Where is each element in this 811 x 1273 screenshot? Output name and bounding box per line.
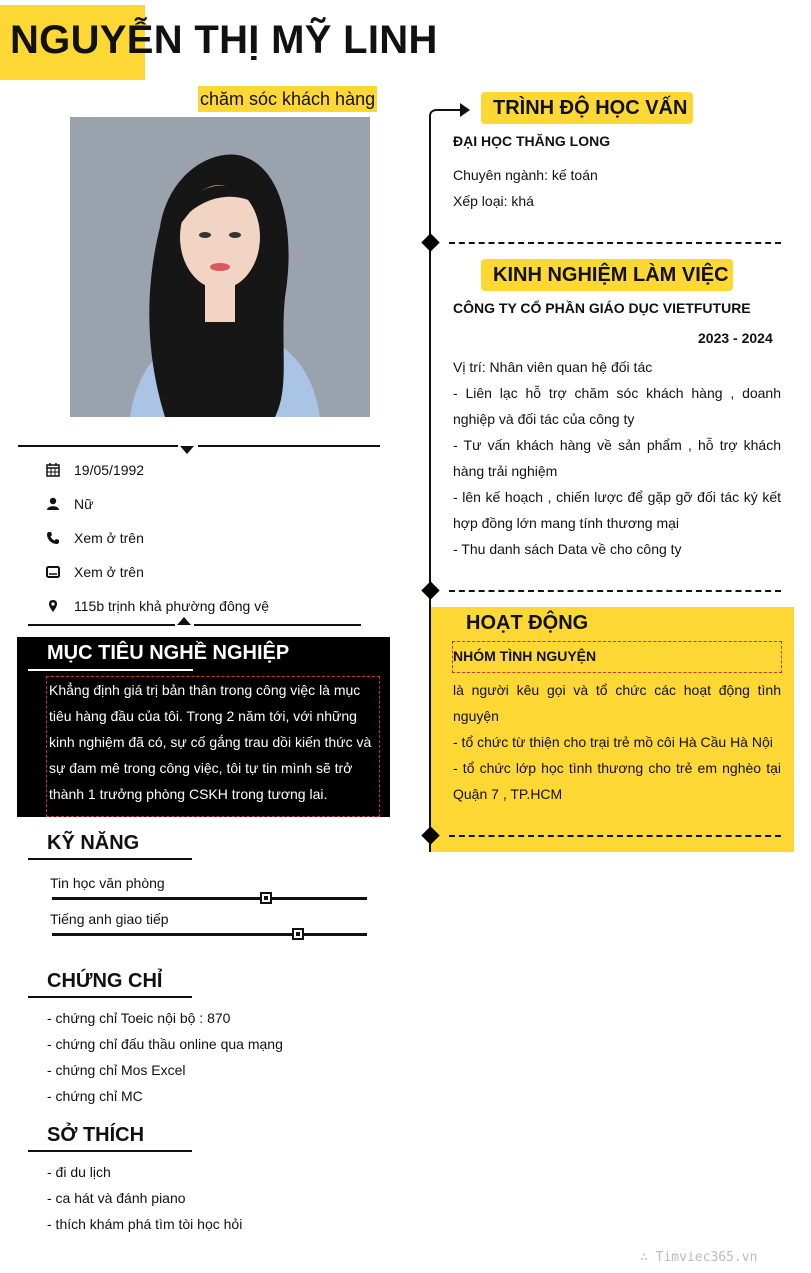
activities-title: HOẠT ĐỘNG <box>466 612 589 634</box>
hobby-item: - thích khám phá tìm tòi học hỏi <box>47 1216 243 1232</box>
calendar-icon <box>46 462 62 478</box>
skills-underline <box>28 858 192 860</box>
profile-photo <box>70 117 370 417</box>
career-goal-title: MỤC TIÊU NGHỀ NGHIỆP <box>47 642 290 664</box>
candidate-name: NGUYỄN THỊ MỸ LINH <box>10 18 438 62</box>
arrow-down-icon <box>180 446 194 454</box>
location-icon <box>46 598 62 614</box>
skill-label: Tiếng anh giao tiếp <box>50 911 169 927</box>
timeline-marker-icon <box>421 233 439 251</box>
certificate-item: - chứng chỉ đấu thầu online qua mạng <box>47 1036 283 1052</box>
address-value: 115b trịnh khả phường đông vệ <box>74 598 269 614</box>
email-value: Xem ở trên <box>74 564 144 580</box>
arrow-up-icon <box>177 617 191 625</box>
phone-value: Xem ở trên <box>74 530 144 546</box>
email-icon <box>46 564 62 580</box>
phone-icon <box>46 530 62 546</box>
experience-company: CÔNG TY CỔ PHẦN GIÁO DỤC VIETFUTURE <box>453 300 751 316</box>
skills-title: KỸ NĂNG <box>47 832 140 854</box>
gender-value: Nữ <box>74 496 94 512</box>
divider <box>18 445 178 447</box>
timeline-marker-icon <box>421 581 439 599</box>
divider <box>198 445 380 447</box>
divider <box>194 624 361 626</box>
activities-line: là người kêu gọi và tổ chức các hoạt động tình nguyện <box>453 682 781 724</box>
certificate-item: - chứng chỉ Mos Excel <box>47 1062 186 1078</box>
experience-line: - Tư vấn khách hàng về sản phẩm , hỗ trợ khách hàng trải nghiệm <box>453 437 781 479</box>
experience-title: KINH NGHIỆM LÀM VIỆC <box>493 264 729 286</box>
hobbies-underline <box>28 1150 192 1152</box>
experience-period: 2023 - 2024 <box>698 330 773 346</box>
certificates-title: CHỨNG CHỈ <box>47 970 163 992</box>
timeline-arrow-icon <box>428 100 472 124</box>
hobby-item: - ca hát và đánh piano <box>47 1190 186 1206</box>
activities-line: - tổ chức lớp học tình thương cho trẻ em nghèo tại Quận 7 , TP.HCM <box>453 760 781 802</box>
certificate-item: - chứng chỉ MC <box>47 1088 143 1104</box>
experience-line: - lên kế hoạch , chiến lược để gặp gỡ đối tác ký kết hợp đồng lớn mang tính thương mại <box>453 489 781 531</box>
activities-line: - tổ chức từ thiện cho trại trẻ mồ côi Hà Cầu Hà Nội <box>453 734 773 750</box>
career-goal-underline <box>28 669 193 671</box>
section-divider <box>449 835 781 837</box>
divider <box>28 624 175 626</box>
birthday-value: 19/05/1992 <box>74 462 145 478</box>
skill-label: Tin học văn phòng <box>50 875 165 891</box>
career-goal-text: Khẳng định giá trị bản thân trong công việc là mục tiêu hàng đầu của tôi. Trong 2 năm tới, với những kinh nghiệm đã có, sự cố gắng trau dồi kiến thức và sự đam mê trong công việc, tôi tự tin mình sẽ trở thành 1 trưởng phòng CSKH trong tương lai. <box>46 676 380 817</box>
portrait-photo-icon <box>70 117 370 417</box>
section-divider <box>449 590 781 592</box>
experience-line: Vị trí: Nhân viên quan hệ đối tác <box>453 359 653 375</box>
skill-bar <box>52 933 367 936</box>
activities-org: NHÓM TÌNH NGUYỆN <box>453 648 597 664</box>
experience-line: - Thu danh sách Data về cho công ty <box>453 541 682 557</box>
education-title: TRÌNH ĐỘ HỌC VẤN <box>493 97 688 119</box>
hobby-item: - đi du lịch <box>47 1164 111 1180</box>
certificates-underline <box>28 996 192 998</box>
experience-line: - Liên lạc hỗ trợ chăm sóc khách hàng , doanh nghiệp và đối tác của công ty <box>453 385 781 427</box>
timeline-line <box>429 120 431 852</box>
job-title: chăm sóc khách hàng <box>198 86 377 112</box>
skill-bar <box>52 897 367 900</box>
skill-level-handle <box>260 892 272 904</box>
certificate-item: - chứng chỉ Toeic nội bộ : 870 <box>47 1010 231 1026</box>
education-rank: Xếp loại: khá <box>453 193 534 209</box>
watermark: ∴ Timviec365.vn <box>640 1250 758 1265</box>
section-divider <box>449 242 781 244</box>
user-icon <box>46 496 62 512</box>
hobbies-title: SỞ THÍCH <box>47 1124 145 1146</box>
education-school: ĐẠI HỌC THĂNG LONG <box>453 133 611 149</box>
education-major: Chuyên ngành: kế toán <box>453 167 598 183</box>
skill-level-handle <box>292 928 304 940</box>
